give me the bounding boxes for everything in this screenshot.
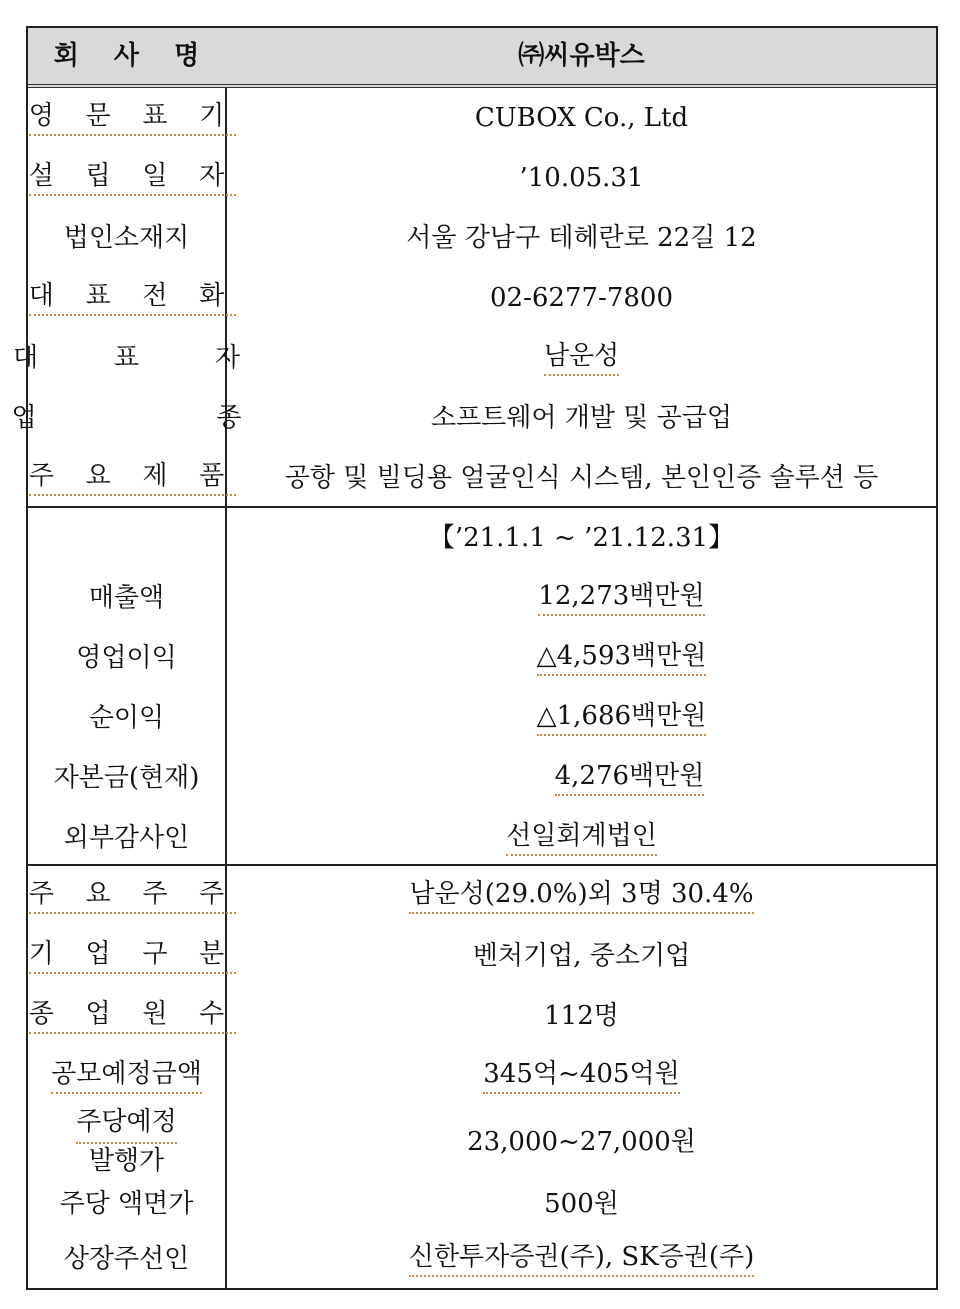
employees-label: 종 업 원 수 xyxy=(29,998,236,1034)
company-type-label: 기 업 구 분 xyxy=(29,938,236,974)
auditor-value: 선일회계법인 xyxy=(506,820,657,856)
english-name-label: 영 문 표 기 xyxy=(29,100,236,136)
company-info-table xyxy=(11,26,938,1290)
company-name-value: ㈜씨유박스 xyxy=(518,40,645,71)
founded-date-value: ’10.05.31 xyxy=(519,162,644,193)
par-value-value: 500원 xyxy=(544,1188,619,1219)
par-value-label: 주당 액면가 xyxy=(59,1188,194,1219)
table-row xyxy=(28,448,936,508)
table-row xyxy=(28,808,936,868)
table-row xyxy=(28,1178,936,1230)
table-row xyxy=(28,208,936,268)
issue-price-label-line1: 주당예정 xyxy=(76,1105,176,1143)
offering-amount-label: 공모예정금액 xyxy=(51,1058,202,1094)
table-row xyxy=(28,268,936,328)
industry-value: 소프트웨어 개발 및 공급업 xyxy=(430,402,733,433)
table-row xyxy=(28,986,936,1046)
table-row xyxy=(28,1106,936,1178)
net-income-value: △1,686백만원 xyxy=(537,700,707,736)
phone-value: 02-6277-7800 xyxy=(490,282,673,313)
table-row xyxy=(28,688,936,748)
issue-price-value: 23,000~27,000원 xyxy=(467,1126,696,1157)
issue-price-label xyxy=(28,1106,225,1178)
major-shareholders-label: 주 요 주 주 xyxy=(29,878,236,914)
ceo-label: 대 표 자 xyxy=(12,342,274,373)
table-header-row xyxy=(28,28,936,88)
company-type-value: 벤처기업, 중소기업 xyxy=(472,940,691,971)
company-name-label: 회 사 명 xyxy=(53,40,213,71)
revenue-label: 매출액 xyxy=(88,582,165,613)
address-value: 서울 강남구 테헤란로 22길 12 xyxy=(406,222,757,253)
capital-value: 4,276백만원 xyxy=(555,760,705,796)
phone-label: 대 표 전 화 xyxy=(29,280,236,316)
table-row xyxy=(28,926,936,986)
underwriter-value: 신한투자증권(주), SK증권(주) xyxy=(409,1241,755,1277)
table-row xyxy=(28,508,936,568)
table-row xyxy=(28,148,936,208)
main-products-value: 공항 및 빌딩용 얼굴인식 시스템, 본인인증 솔루션 등 xyxy=(284,462,879,493)
english-name-value: CUBOX Co., Ltd xyxy=(474,102,689,133)
net-income-label: 순이익 xyxy=(88,702,165,733)
ceo-value: 남운성 xyxy=(544,340,619,376)
employees-value: 112명 xyxy=(544,1000,619,1031)
founded-date-label: 설 립 일 자 xyxy=(29,160,236,196)
capital-label: 자본금(현재) xyxy=(53,762,200,793)
industry-label: 업 종 xyxy=(11,402,328,433)
financial-period: 【’21.1.1 ~ ’21.12.31】 xyxy=(428,522,735,553)
table-row xyxy=(28,748,936,808)
table-row xyxy=(12,328,936,388)
address-label: 법인소재지 xyxy=(63,222,190,253)
main-products-label: 주 요 제 품 xyxy=(29,460,236,496)
table-row xyxy=(28,568,936,628)
issue-price-label-line2: 발행가 xyxy=(88,1145,165,1176)
table-row xyxy=(28,1230,936,1288)
table-row xyxy=(11,388,936,448)
major-shareholders-value: 남운성(29.0%)외 3명 30.4% xyxy=(409,878,753,914)
operating-profit-value: △4,593백만원 xyxy=(537,640,707,676)
operating-profit-label: 영업이익 xyxy=(76,642,177,673)
offering-amount-value: 345억~405억원 xyxy=(483,1058,679,1094)
table-row xyxy=(28,1046,936,1106)
table-row xyxy=(28,866,936,926)
table-row xyxy=(28,88,936,148)
auditor-label: 외부감사인 xyxy=(63,822,190,853)
table-row xyxy=(28,628,936,688)
revenue-value: 12,273백만원 xyxy=(538,580,704,616)
underwriter-label: 상장주선인 xyxy=(63,1243,190,1274)
